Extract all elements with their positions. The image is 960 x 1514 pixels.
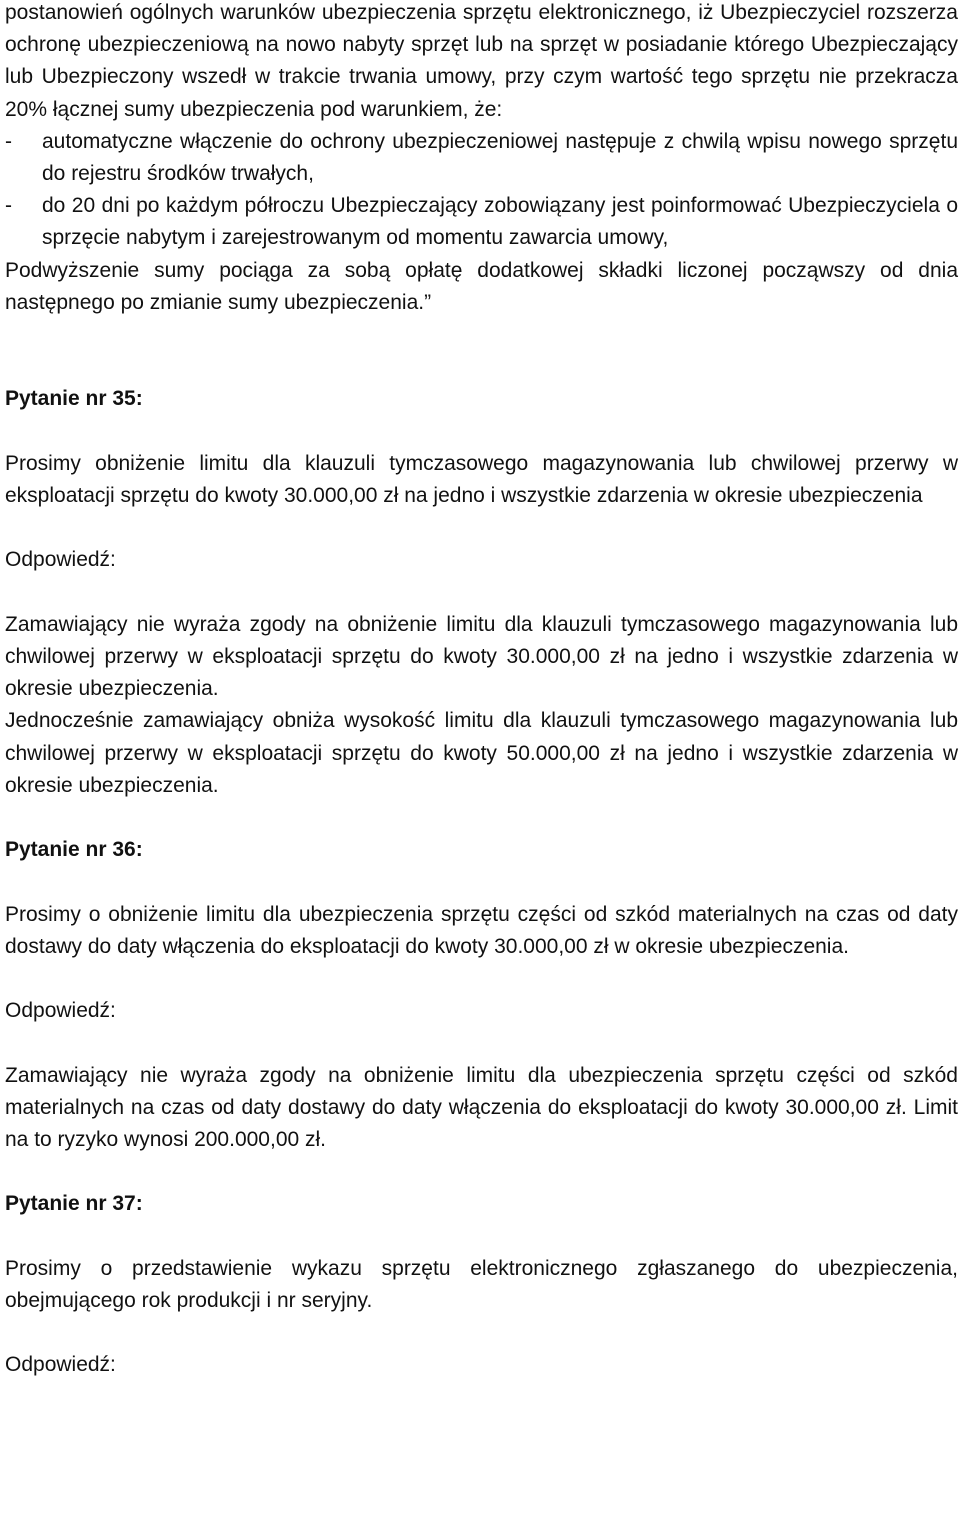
question-36-answer-label: Odpowiedź: — [5, 999, 116, 1023]
spacer — [5, 416, 958, 448]
question-35-heading: Pytanie nr 35: — [5, 387, 143, 411]
spacer — [5, 963, 958, 995]
document-page — [5, 0, 958, 1382]
list-item-text: do 20 dni po każdym półroczu Ubezpieczający zobowiązany jest poinformować Ubezpieczyciela o sprzęcie nabytym i zarejestrowanym od momentu zawarcia umowy, — [42, 194, 958, 250]
spacer — [5, 1317, 958, 1349]
question-35-answer-paragraph-1: Zamawiający nie wyraża zgody na obniżenie limitu dla klauzuli tymczasowego magazynowania lub chwilowej przerwy w eksploatacji sprzętu do kwoty 30.000,00 zł na jedno i wszystkie zdarzenia w okresie ubezpieczenia. — [5, 612, 958, 701]
spacer — [5, 512, 958, 544]
spacer — [5, 866, 958, 898]
question-35-answer-paragraph-2: Jednocześnie zamawiający obniża wysokość limitu dla klauzuli tymczasowego magazynowania lub chwilowej przerwy w eksploatacji sprzętu do kwoty 50.000,00 zł na jedno i wszystkie zdarzenia w okresie ubezpieczenia. — [5, 709, 958, 797]
question-37-heading: Pytanie nr 37: — [5, 1192, 143, 1216]
spacer — [5, 802, 958, 834]
spacer — [5, 1156, 958, 1188]
spacer — [5, 577, 958, 609]
question-36-heading: Pytanie nr 36: — [5, 838, 143, 862]
list-item-text: automatyczne włączenie do ochrony ubezpieczeniowej następuje z chwilą wpisu nowego sprzętu do rejestru środków trwałych, — [42, 129, 958, 186]
list-dash: - — [5, 194, 12, 218]
spacer — [5, 1027, 958, 1059]
list-dash: - — [5, 129, 12, 153]
question-37-text: Prosimy o przedstawienie wykazu sprzętu elektronicznego zgłaszanego do ubezpieczenia, obejmującego rok produkcji i nr seryjny. — [5, 1256, 958, 1312]
spacer — [5, 1221, 958, 1253]
list-item — [5, 190, 958, 254]
intro-paragraph: postanowień ogólnych warunków ubezpieczenia sprzętu elektronicznego, iż Ubezpieczyciel rozszerza ochronę ubezpieczeniową na nowo nabyty sprzęt lub na sprzęt w posiadanie którego Ubezpieczający lub Ubezpieczony wszedł w trakcie trwania umowy, przy czym wartość tego sprzętu nie przekracza 20% łącznej sumy ubezpieczenia pod warunkiem, że: — [5, 1, 958, 121]
question-35-answer-label: Odpowiedź: — [5, 548, 116, 572]
spacer — [5, 319, 958, 383]
question-37-answer-label: Odpowiedź: — [5, 1353, 116, 1377]
question-36-text: Prosimy o obniżenie limitu dla ubezpieczenia sprzętu części od szkód materialnych na czas od daty dostawy do daty włączenia do eksploatacji do kwoty 30.000,00 zł w okresie ubezpieczenia. — [5, 902, 958, 958]
intro-closing-paragraph: Podwyższenie sumy pociąga za sobą opłatę dodatkowej składki liczonej począwszy od dnia następnego po zmianie sumy ubezpieczenia.” — [5, 258, 958, 314]
list-item — [5, 126, 958, 190]
question-35-text: Prosimy obniżenie limitu dla klauzuli tymczasowego magazynowania lub chwilowej przerwy w eksploatacji sprzętu do kwoty 30.000,00 zł na jedno i wszystkie zdarzenia w okresie ubezpieczenia — [5, 451, 958, 508]
question-36-answer-paragraph: Zamawiający nie wyraża zgody na obniżenie limitu dla ubezpieczenia sprzętu części od szkód materialnych na czas od daty dostawy do daty włączenia do eksploatacji do kwoty 30.000,00 zł. Limit na to ryzyko wynosi 200.000,00 zł. — [5, 1063, 958, 1151]
